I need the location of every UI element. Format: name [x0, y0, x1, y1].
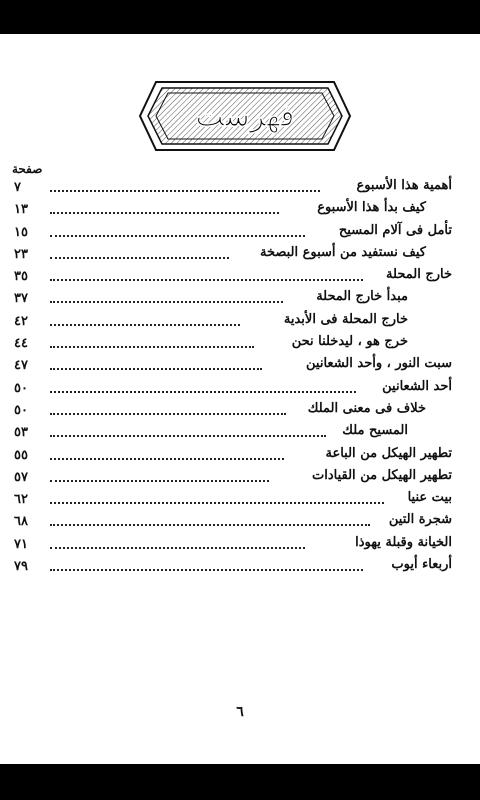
toc-entry-title: سبت النور ، وأحد الشعانين — [306, 356, 452, 372]
page-column-header: صفحة — [12, 162, 43, 176]
toc-leader-dots — [50, 346, 254, 348]
toc-entry[interactable] — [8, 446, 460, 468]
toc-leader-dots — [50, 391, 356, 393]
toc-entry-title: بيت عنيا — [407, 490, 452, 506]
toc-leader-dots — [50, 502, 384, 504]
toc-entry-page: ٤٤ — [14, 336, 28, 352]
toc-entry-title: خرج هو ، ليدخلنا نحن — [291, 334, 408, 350]
toc-entry-title: شجرة التين — [388, 512, 452, 528]
toc-entry[interactable] — [8, 468, 460, 490]
toc-entry-page: ٤٢ — [14, 313, 28, 329]
toc-leader-dots — [50, 480, 269, 482]
page-number: ٦ — [236, 704, 244, 720]
toc-entry-title: أربعاء أيوب — [391, 557, 452, 573]
toc-entry-page: ٥٠ — [14, 402, 28, 418]
toc-leader-dots — [50, 458, 284, 460]
toc-entry[interactable] — [8, 312, 460, 334]
cartouche-frame — [138, 80, 352, 152]
toc-entry-page: ٦٨ — [14, 514, 28, 530]
toc-leader-dots — [50, 324, 240, 326]
toc-entry-title: خارج المحلة فى الأبدية — [283, 311, 408, 327]
toc-entry[interactable] — [8, 334, 460, 356]
toc-entry-page: ٥٥ — [14, 447, 28, 463]
toc-entry-page: ٧ — [14, 180, 21, 195]
toc-entry-title: خلاف فى معنى الملك — [307, 400, 426, 416]
toc-leader-dots — [50, 547, 305, 549]
toc-entry-page: ٧١ — [14, 536, 28, 552]
toc-entry-title: أهمية هذا الأسبوع — [356, 178, 452, 193]
book-page[interactable] — [0, 34, 480, 764]
toc-entry-title: تأمل فى آلام المسيح — [338, 222, 452, 238]
toc-entry-page: ١٣ — [14, 202, 28, 218]
toc-entry-title: تطهير الهيكل من القيادات — [312, 467, 452, 483]
table-of-contents — [8, 178, 460, 579]
toc-entry-page: ٥٣ — [14, 425, 28, 441]
toc-entry-page: ٣٧ — [14, 291, 28, 307]
toc-entry[interactable] — [8, 379, 460, 401]
toc-leader-dots — [50, 569, 363, 571]
toc-entry-page: ١٥ — [14, 224, 28, 240]
toc-entry[interactable] — [8, 557, 460, 579]
toc-entry-title: تطهير الهيكل من الباعة — [325, 445, 452, 461]
toc-leader-dots — [50, 257, 229, 259]
toc-leader-dots — [50, 413, 286, 415]
toc-entry-page: ٧٩ — [14, 559, 28, 575]
toc-leader-dots — [50, 301, 283, 303]
toc-leader-dots — [50, 435, 326, 437]
toc-entry[interactable] — [8, 223, 460, 245]
toc-entry[interactable] — [8, 178, 460, 200]
toc-entry[interactable] — [8, 200, 460, 222]
toc-entry-title: خارج المحلة — [386, 267, 452, 283]
toc-entry-page: ٢٣ — [14, 246, 28, 262]
toc-entry[interactable] — [8, 356, 460, 378]
toc-leader-dots — [50, 190, 320, 192]
toc-entry-page: ٣٥ — [14, 269, 28, 285]
toc-leader-dots — [50, 524, 370, 526]
toc-entry-title: كيف نستفيد من أسبوع البصخة — [259, 244, 426, 260]
navigation-bar — [0, 764, 480, 800]
toc-entry[interactable] — [8, 512, 460, 534]
toc-title: فهرست — [195, 99, 295, 134]
status-bar — [0, 0, 480, 34]
toc-entry[interactable] — [8, 423, 460, 445]
toc-entry[interactable] — [8, 535, 460, 557]
toc-entry-title: أحد الشعانين — [382, 378, 452, 394]
toc-entry-title: المسيح ملك — [342, 423, 408, 439]
toc-leader-dots — [50, 368, 262, 370]
toc-entry-page: ٤٧ — [14, 358, 28, 374]
toc-entry-title: مبدأ خارج المحلة — [316, 289, 408, 305]
toc-entry[interactable] — [8, 267, 460, 289]
toc-entry[interactable] — [8, 289, 460, 311]
toc-entry[interactable] — [8, 401, 460, 423]
toc-entry-page: ٥٧ — [14, 469, 28, 485]
toc-leader-dots — [50, 279, 363, 281]
toc-leader-dots — [50, 235, 305, 237]
toc-entry-title: الخيانة وقبلة يهوذا — [355, 534, 452, 550]
toc-leader-dots — [50, 212, 279, 214]
toc-entry-page: ٦٢ — [14, 492, 28, 508]
toc-entry-page: ٥٠ — [14, 380, 28, 396]
toc-entry[interactable] — [8, 245, 460, 267]
title-cartouche — [138, 80, 352, 152]
toc-entry[interactable] — [8, 490, 460, 512]
toc-entry-title: كيف بدأ هذا الأسبوع — [317, 200, 426, 216]
